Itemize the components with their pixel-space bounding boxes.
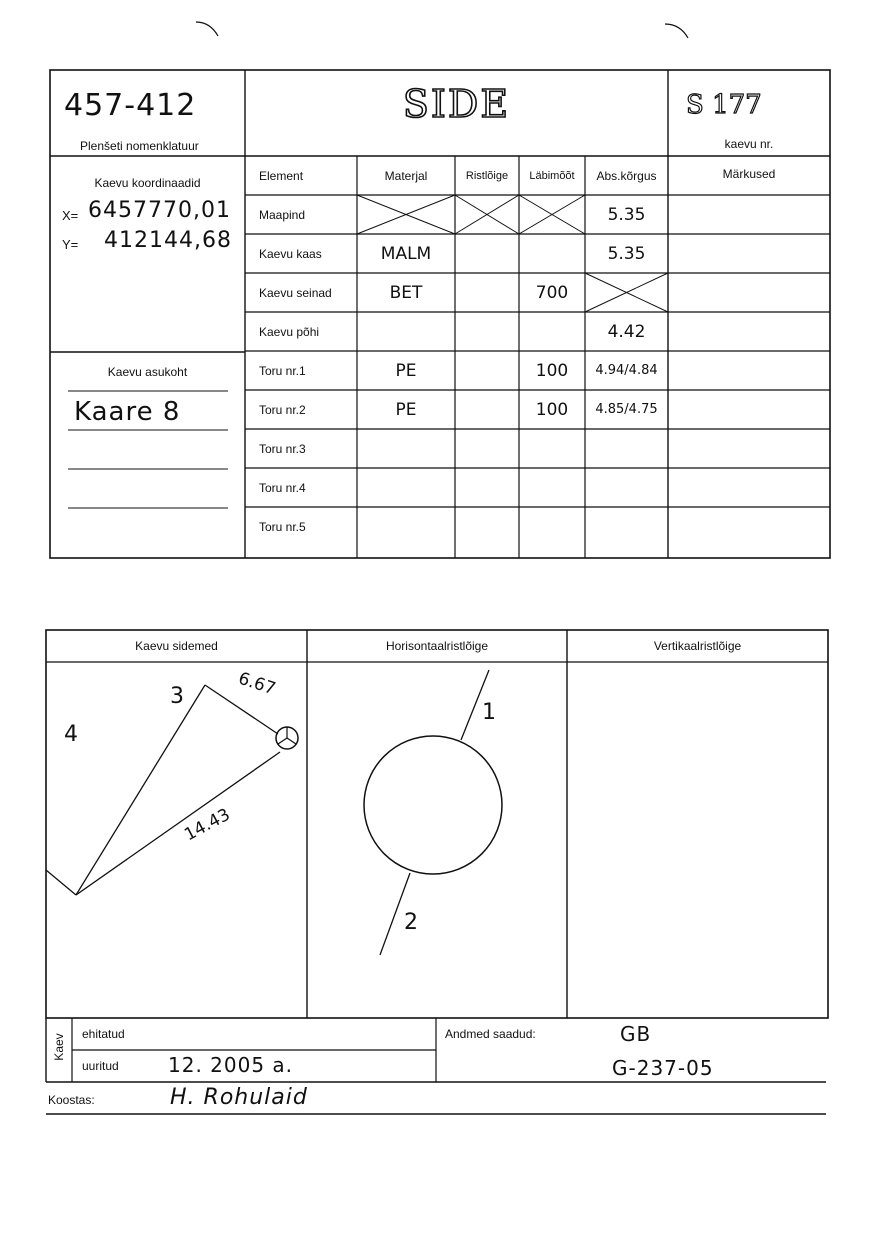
- row-element: Kaevu seinad: [259, 285, 332, 300]
- author-value: H. Rohulaid: [170, 1085, 308, 1110]
- row-diameter: 100: [535, 360, 569, 381]
- row-notes: [668, 390, 830, 429]
- header-cross-section: Ristlõige: [465, 169, 509, 182]
- panel-title-ties: Kaevu sidemed: [135, 639, 218, 653]
- header-elevation: Abs.kõrgus: [596, 168, 657, 183]
- header-element: Element: [259, 168, 304, 183]
- row-diameter: [519, 429, 585, 468]
- row-elevation: [585, 273, 668, 312]
- sketch-label-4: 4: [64, 722, 79, 747]
- row-notes: [668, 351, 830, 390]
- row-elevation: 5.35: [607, 204, 646, 225]
- row-notes: [668, 195, 830, 234]
- row-elevation: 5.35: [607, 243, 646, 264]
- header-diameter: Läbimõõt: [529, 169, 575, 182]
- row-elevation: [585, 507, 668, 546]
- row-element: Maapind: [259, 207, 306, 222]
- pipe-label-1: 1: [482, 700, 497, 725]
- row-diameter: 100: [535, 399, 569, 420]
- location-value: Kaare 8: [74, 397, 181, 427]
- row-element: Toru nr.3: [259, 441, 306, 456]
- row-cross-section: [455, 351, 519, 390]
- row-diameter: [519, 507, 585, 546]
- well-number: S 177: [686, 90, 762, 120]
- row-elevation: 4.42: [607, 321, 646, 342]
- plan-number: 457-412: [64, 88, 197, 123]
- x-value: 6457770,01: [88, 198, 231, 223]
- row-element: Toru nr.2: [259, 402, 306, 417]
- row-notes: [668, 429, 830, 468]
- row-material: BET: [389, 282, 423, 303]
- page-title: SIDE: [402, 82, 511, 126]
- row-element: Toru nr.4: [259, 480, 306, 495]
- row-elevation: [585, 429, 668, 468]
- row-notes: [668, 312, 830, 351]
- well-label: kaevu nr.: [724, 137, 774, 151]
- row-element: Kaevu põhi: [259, 324, 320, 339]
- row-material: [357, 312, 455, 351]
- row-material: [357, 195, 455, 234]
- data-source-code: G-237-05: [612, 1056, 714, 1080]
- inspected-value: 12. 2005 a.: [168, 1053, 294, 1077]
- sketch-label-1443: 14.43: [181, 804, 234, 846]
- row-cross-section: [455, 390, 519, 429]
- row-notes: [668, 468, 830, 507]
- built-label: ehitatud: [82, 1027, 125, 1041]
- row-element: Toru nr.1: [259, 363, 306, 378]
- row-diameter: 700: [535, 282, 569, 303]
- y-value: 412144,68: [104, 228, 232, 253]
- well-ties-sketch: [46, 685, 298, 895]
- row-diameter: [519, 468, 585, 507]
- row-cross-section: [455, 195, 519, 234]
- row-material: PE: [395, 399, 417, 420]
- header-material: Materjal: [384, 168, 428, 183]
- row-material: MALM: [380, 243, 432, 264]
- row-cross-section: [455, 507, 519, 546]
- row-material: [357, 429, 455, 468]
- header-notes: Märkused: [722, 167, 776, 181]
- row-elevation: [585, 468, 668, 507]
- row-diameter: [519, 312, 585, 351]
- row-diameter: [519, 195, 585, 234]
- row-material: PE: [395, 360, 417, 381]
- row-material: [357, 507, 455, 546]
- footer-side-label: Kaev: [52, 1033, 66, 1061]
- data-source-label: Andmed saadud:: [445, 1027, 536, 1041]
- panel-title-vertical: Vertikaalristlõige: [653, 639, 742, 653]
- row-element: Toru nr.5: [259, 519, 306, 534]
- row-cross-section: [455, 429, 519, 468]
- y-label: Y=: [62, 237, 79, 252]
- sketch-label-667: 6.67: [235, 668, 279, 700]
- pipe-label-2: 2: [404, 910, 419, 935]
- x-label: X=: [62, 208, 79, 223]
- row-elevation: 4.85/4.75: [595, 402, 658, 417]
- data-source-value: GB: [620, 1022, 652, 1046]
- location-label: Kaevu asukoht: [107, 365, 188, 379]
- inspected-label: uuritud: [82, 1059, 119, 1073]
- row-material: [357, 468, 455, 507]
- panel-title-horizontal: Horisontaalristlõige: [385, 639, 489, 653]
- sketch-label-3: 3: [170, 684, 185, 709]
- row-notes: [668, 507, 830, 546]
- author-label: Koostas:: [48, 1093, 95, 1107]
- row-cross-section: [455, 468, 519, 507]
- row-cross-section: [455, 234, 519, 273]
- row-notes: [668, 234, 830, 273]
- row-diameter: [519, 234, 585, 273]
- coordinates-label: Kaevu koordinaadid: [94, 176, 201, 190]
- plan-label: Plenšeti nomenklatuur: [80, 139, 199, 153]
- row-element: Kaevu kaas: [259, 246, 322, 261]
- row-elevation: 4.94/4.84: [595, 363, 658, 378]
- row-cross-section: [455, 312, 519, 351]
- row-cross-section: [455, 273, 519, 312]
- row-notes: [668, 273, 830, 312]
